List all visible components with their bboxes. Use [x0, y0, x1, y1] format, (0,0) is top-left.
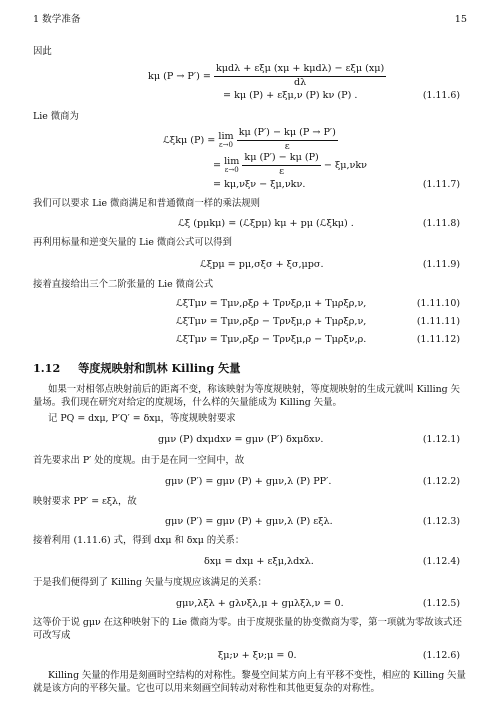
fraction-numerator: kμ (P′) − kμ (P → P′) [237, 127, 338, 141]
eq-1-11-7-limit [218, 132, 233, 149]
limit-word: lim [218, 130, 234, 142]
limit-word: lim [224, 155, 240, 167]
equation-1-11-6-line1 [148, 63, 386, 90]
equals-sign: = [213, 159, 222, 171]
equation-1-12-4: δxμ = dxμ + εξμ,λdxλ. [204, 556, 314, 567]
text-define-pq: 记 PQ = dxμ, P′Q′ = δxμ，等度规映射要求 [48, 413, 236, 424]
eqno-1-12-5: (1.12.5) [422, 598, 460, 609]
section-title: 等度规映射和凯林 Killing 矢量 [78, 361, 241, 375]
equation-1-11-12: ℒξTμν = Tμν,ρξρ − Tρνξμ,ρ − Tμρξν,ρ. [176, 334, 367, 345]
equation-1-12-6: ξμ;ν + ξν;μ = 0. [218, 650, 297, 661]
eqno-1-12-3: (1.12.3) [422, 516, 460, 527]
text-therefore: 因此 [33, 46, 52, 57]
equation-1-12-3: gμν (P′) = gμν (P) + gμν,λ (P) εξλ. [165, 516, 333, 527]
limit-subscript: ε→0 [224, 165, 239, 174]
eq-1-11-6-denominator: dλ [294, 76, 307, 88]
equation-1-11-11: ℒξTμν = Tμν,ρξρ − Tρνξμ,ρ + Tμρξρ,ν, [176, 316, 367, 327]
eqno-1-11-8: (1.11.8) [422, 218, 460, 229]
eqno-1-12-1: (1.12.1) [422, 434, 460, 445]
eq-1-11-7-tail: − ξμ,νkν [323, 159, 368, 171]
fraction-denominator: ε [279, 165, 285, 177]
eq-1-11-6-lhs: kμ (P → P′) = [148, 70, 211, 82]
equation-1-12-1: gμν (P) dxμdxν = gμν (P′) δxμδxν. [158, 434, 324, 445]
running-header: 1 数学准备 [33, 14, 81, 25]
section-heading [33, 361, 240, 376]
text-killing-relation: 于是我们便得到了 Killing 矢量与度规应该满足的关系： [33, 577, 267, 588]
eq-1-11-7-fraction-1 [237, 127, 338, 154]
eqno-1-11-12: (1.11.12) [416, 334, 460, 345]
equation-1-11-7-line2 [213, 152, 367, 179]
paragraph-equivalent: 这等价于说 gμν 在这种映射下的 Lie 微商为零。由于度规张量的协变微商为零，第一项就为零故该式还可改写成 [33, 617, 462, 641]
text-tensor-formulas: 接着直接给出三个二阶张量的 Lie 微商公式 [33, 279, 214, 290]
paragraph-killing-role: Killing 矢量的作用是刻画时空结构的对称性。黎曼空间某方向上有平移不变性，相应的 Killing 矢量就是该方向的平移矢量。它也可以用来刻画空间转动对称性和其他更复杂的对称性。 [33, 670, 466, 694]
equation-1-11-10: ℒξTμν = Tμν,ρξρ + Tρνξρ,μ + Tμρξρ,ν, [176, 298, 367, 309]
section-number: 1.12 [33, 361, 61, 375]
eq-1-11-7-limit-2 [224, 157, 239, 174]
fraction-denominator: ε [284, 140, 290, 152]
eqno-1-12-4: (1.12.4) [422, 556, 460, 567]
text-mapping-requirement: 映射要求 PP′ = εξλ，故 [33, 496, 137, 507]
eqno-1-11-6: (1.11.6) [422, 90, 460, 101]
eq-1-11-7-lhs: ℒξkμ (P) = [163, 134, 216, 146]
equation-1-12-5: gμν,λξλ + gλνξλ,μ + gμλξλ,ν = 0. [176, 598, 344, 609]
equation-1-11-7-line3: = kμ,νξν − ξμ,νkν. [213, 179, 306, 190]
limit-subscript: ε→0 [219, 140, 233, 149]
text-lie-derivative: Lie 微商为 [33, 111, 79, 122]
text-metric-at-p-prime: 首先要求出 P′ 处的度规。由于是在同一空间中，故 [33, 455, 245, 466]
text-using-1-11-6: 接着利用 (1.11.6) 式，得到 dxμ 和 δxμ 的关系： [33, 535, 245, 546]
eqno-1-12-2: (1.12.2) [422, 476, 460, 487]
page-number: 15 [454, 14, 467, 25]
equation-1-11-9: ℒξpμ = pμ,σξσ + ξσ,μpσ. [200, 259, 324, 270]
eq-1-11-6-numerator: kμdλ + εξμ (xμ + kμdλ) − εξμ (xμ) [214, 63, 386, 77]
equation-1-11-6-line2: = kμ (P) + εξμ,ν (P) kν (P) . [223, 90, 358, 101]
paragraph-isometry: 如果一对相邻点映射前后的距离不变，称该映射为等度规映射，等度规映射的生成元就叫 Killing 矢量场。我们现在研究对给定的度规场，什么样的矢量能成为 Killing 矢量。 [33, 384, 461, 408]
eqno-1-11-11: (1.11.11) [416, 316, 460, 327]
text-product-rule: 我们可以要求 Lie 微商满足和普通微商一样的乘法规则 [33, 198, 260, 209]
equation-1-11-8: ℒξ (pμkμ) = (ℒξpμ) kμ + pμ (ℒξkμ) . [178, 218, 354, 229]
equation-1-11-7-line1 [163, 127, 338, 154]
text-scalar-vector: 再利用标量和逆变矢量的 Lie 微商公式可以得到 [33, 237, 232, 248]
eq-1-11-6-fraction [214, 63, 386, 90]
eqno-1-11-10: (1.11.10) [416, 298, 460, 309]
equation-1-12-2: gμν (P′) = gμν (P) + gμν,λ (P) PP′. [165, 476, 332, 487]
eq-1-11-7-fraction-2 [242, 152, 320, 179]
eqno-1-11-9: (1.11.9) [422, 259, 460, 270]
eqno-1-12-6: (1.12.6) [422, 650, 460, 661]
eqno-1-11-7: (1.11.7) [422, 179, 460, 190]
fraction-numerator: kμ (P′) − kμ (P) [242, 152, 320, 166]
